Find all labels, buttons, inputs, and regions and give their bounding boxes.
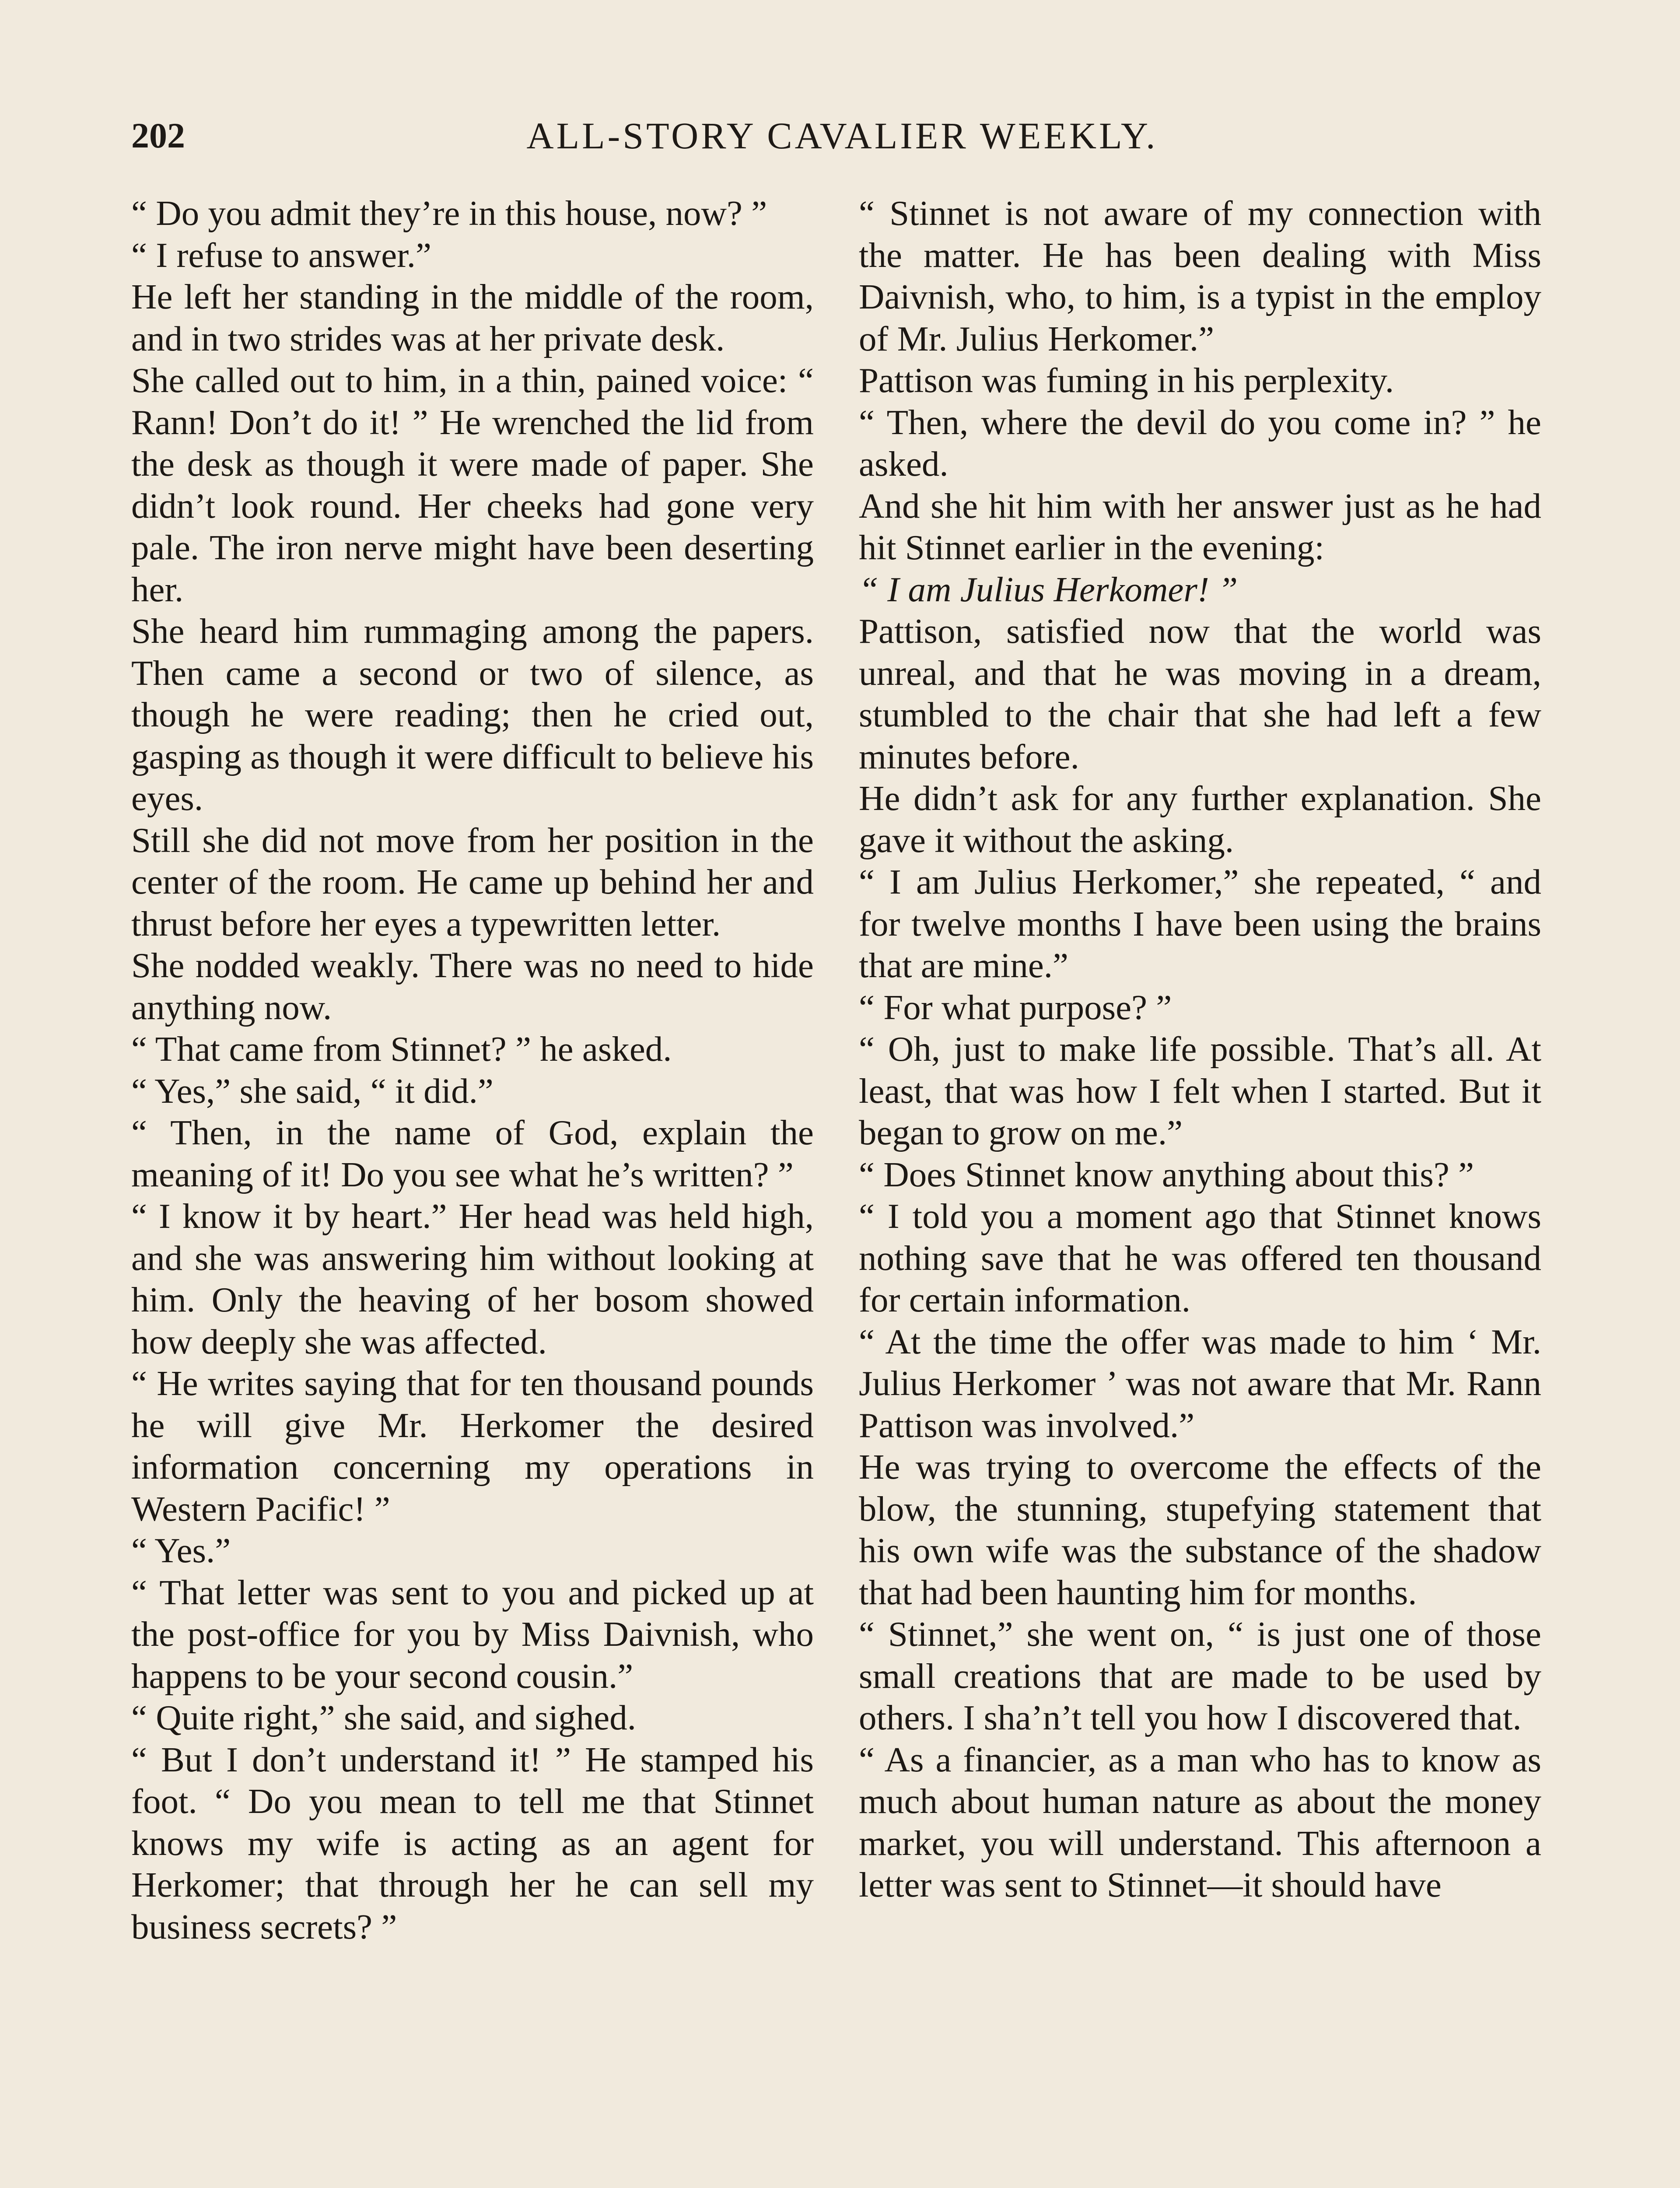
paragraph: He was trying to overcome the effects of the blow, the stunning, stupefying statement that his own wife was the substance of the shadow that had been haunting him for months. (859, 1447, 1541, 1612)
paragraph: “ Quite right,” she said, and sighed. (131, 1698, 636, 1737)
page-header (131, 112, 1553, 160)
running-title: ALL-STORY CAVALIER WEEKLY. (526, 115, 1158, 157)
paragraph: “ He writes saying that for ten thousand pounds he will give Mr. Herkomer the desired information concerning my operations in Western Pacific! ” (131, 1364, 814, 1529)
paragraph: “ Yes,” she said, “ it did.” (131, 1071, 494, 1111)
paragraph: Still she did not move from her position in the center of the room. He came up behind her and thrust before her eyes a typewritten letter. (131, 820, 814, 943)
paragraph: “ Then, where the devil do you come in? ” he asked. (859, 402, 1541, 484)
paragraph: She nodded weakly. There was no need to hide anything now. (131, 946, 814, 1027)
paragraph: “ Stinnet is not aware of my connection with the matter. He has been dealing with Miss Daivnish, who, to him, is a typist in the employ of Mr. Julius Herkomer.” (859, 193, 1541, 358)
paragraph: She called out to him, in a thin, pained voice: “ Rann! Don’t do it! ” He wrenched the lid from the desk as though it were made of paper. She didn’t look round. Her cheeks had gone very pale. The iron nerve might have been deserting her. (131, 361, 814, 609)
page-number: 202 (131, 116, 185, 155)
paragraph: “ Oh, just to make life possible. That’s all. At least, that was how I felt when I started. But it began to grow on me.” (859, 1029, 1541, 1152)
paragraph: And she hit him with her answer just as he had hit Stinnet earlier in the evening: (859, 486, 1541, 567)
left-column (131, 193, 814, 1948)
paragraph: “ As a financier, as a man who has to know as much about human nature as about the money market, you will understand. This afternoon a letter was sent to Stinnet—it should have (859, 1739, 1541, 1904)
paragraph: “ Yes.” (131, 1531, 231, 1570)
paragraph: “ Does Stinnet know anything about this? ” (859, 1154, 1474, 1194)
paragraph: “ For what purpose? ” (859, 987, 1172, 1027)
paragraph: Pattison was fuming in his perplexity. (859, 361, 1394, 400)
paragraph: “ I know it by heart.” Her head was held high, and she was answering him without looking at him. Only the heaving of her bosom showed how deeply she was affected. (131, 1196, 814, 1361)
paragraph: “ Stinnet,” she went on, “ is just one of those small creations that are made to be used by others. I sha’n’t tell you how I discovered that. (859, 1614, 1541, 1737)
paragraph: “ But I don’t understand it! ” He stamped his foot. “ Do you mean to tell me that Stinnet knows my wife is acting as an agent for Herkomer; that through her he can sell my business secrets? ” (131, 1739, 814, 1946)
paragraph: “ I told you a moment ago that Stinnet knows nothing save that he was offered ten thousand for certain information. (859, 1196, 1541, 1319)
paragraph: “ That letter was sent to you and picked up at the post-office for you by Miss Daivnish, who happens to be your second cousin.” (131, 1572, 814, 1696)
paragraph: “ That came from Stinnet? ” he asked. (131, 1029, 672, 1069)
paragraph: “ Then, in the name of God, explain the meaning of it! Do you see what he’s written? ” (131, 1113, 814, 1194)
paragraph: She heard him rummaging among the papers. Then came a second or two of silence, as though he were reading; then he cried out, gasping as though it were difficult to believe his eyes. (131, 611, 814, 818)
paragraph: “ At the time the offer was made to him ‘ Mr. Julius Herkomer ’ was not aware that Mr. Rann Pattison was involved.” (859, 1322, 1541, 1445)
paragraph: “ I am Julius Herkomer,” she repeated, “ and for twelve months I have been using the brains that are mine.” (859, 862, 1541, 985)
italic-quote: “ I am Julius Herkomer! ” (859, 569, 1238, 609)
right-column (859, 193, 1541, 1906)
paragraph: He didn’t ask for any further explanation. She gave it without the asking. (859, 778, 1541, 860)
paragraph: “ Do you admit they’re in this house, now? ” (131, 193, 767, 233)
paragraph: “ I refuse to answer.” (131, 235, 431, 275)
paragraph: Pattison, satisfied now that the world was unreal, and that he was moving in a dream, stumbled to the chair that she had left a few minutes before. (859, 611, 1541, 776)
paragraph: He left her standing in the middle of the room, and in two strides was at her private desk. (131, 277, 814, 358)
